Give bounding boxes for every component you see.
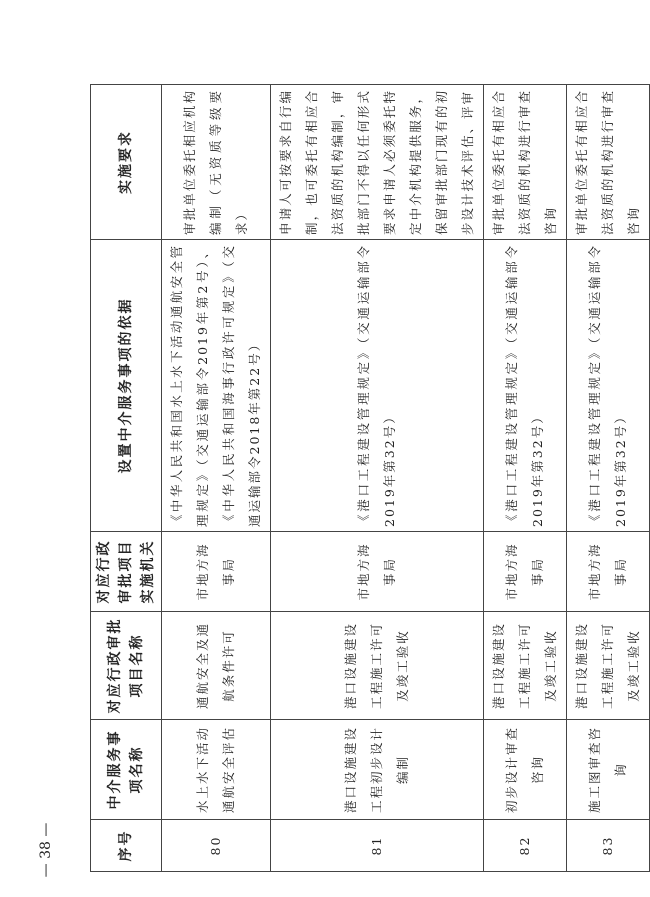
page-number: — 38 —: [38, 822, 54, 878]
service-items-table-rotated: [90, 85, 641, 872]
service-items-table: [90, 84, 650, 872]
cell-service: 水上水下活动通航安全评估: [162, 720, 271, 820]
cell-service: 初步设计审查咨询: [484, 720, 567, 820]
cell-authority: 市地方海事局: [162, 532, 271, 612]
header-authority: 对应行政审批项目实施机关: [91, 532, 162, 612]
cell-requirement: 审批单位委托相应机构编制（无资质等级要求）: [162, 85, 271, 240]
header-no: 序号: [91, 820, 162, 872]
cell-basis: 《中华人民共和国水上水下活动通航安全管理规定》（交通运输部令2019年第2号）、《中华人民共和国海事行政许可规定》（交通运输部令2018年第22号）: [162, 240, 271, 532]
cell-approval: 港口设施建设工程施工许可及竣工验收: [271, 612, 484, 720]
cell-approval: 港口设施建设工程施工许可及竣工验收: [484, 612, 567, 720]
header-approval: 对应行政审批项目名称: [91, 612, 162, 720]
cell-no: 83: [567, 820, 650, 872]
table-row: [271, 85, 484, 872]
cell-basis: 《港口工程建设管理规定》（交通运输部令2019年第32号）: [271, 240, 484, 532]
cell-requirement: 审批单位委托有相应合法资质的机构进行审查咨询: [567, 85, 650, 240]
header-basis: 设置中介服务事项的依据: [91, 240, 162, 532]
header-requirement: 实施要求: [91, 85, 162, 240]
cell-no: 82: [484, 820, 567, 872]
table-header-row: [91, 85, 162, 872]
table-row: [162, 85, 271, 872]
cell-no: 81: [271, 820, 484, 872]
cell-basis: 《港口工程建设管理规定》（交通运输部令2019年第32号）: [484, 240, 567, 532]
table-row: [484, 85, 567, 872]
cell-service: 施工图审查咨询: [567, 720, 650, 820]
cell-requirement: 审批单位委托有相应合法资质的机构进行审查咨询: [484, 85, 567, 240]
header-service: 中介服务事项名称: [91, 720, 162, 820]
cell-basis: 《港口工程建设管理规定》（交通运输部令2019年第32号）: [567, 240, 650, 532]
cell-approval: 港口设施建设工程施工许可及竣工验收: [567, 612, 650, 720]
cell-no: 80: [162, 820, 271, 872]
cell-service: 港口设施建设工程初步设计编制: [271, 720, 484, 820]
cell-requirement: 申请人可按要求自行编制，也可委托有相应合法资质的机构编制，审批部门不得以任何形式要求申请人必须委托特定中介机构提供服务，保留审批部门现有的初步设计技术评估、评审: [271, 85, 484, 240]
cell-authority: 市地方海事局: [567, 532, 650, 612]
cell-authority: 市地方海事局: [484, 532, 567, 612]
cell-authority: 市地方海事局: [271, 532, 484, 612]
table-row: [567, 85, 650, 872]
cell-approval: 通航安全及通航条件许可: [162, 612, 271, 720]
